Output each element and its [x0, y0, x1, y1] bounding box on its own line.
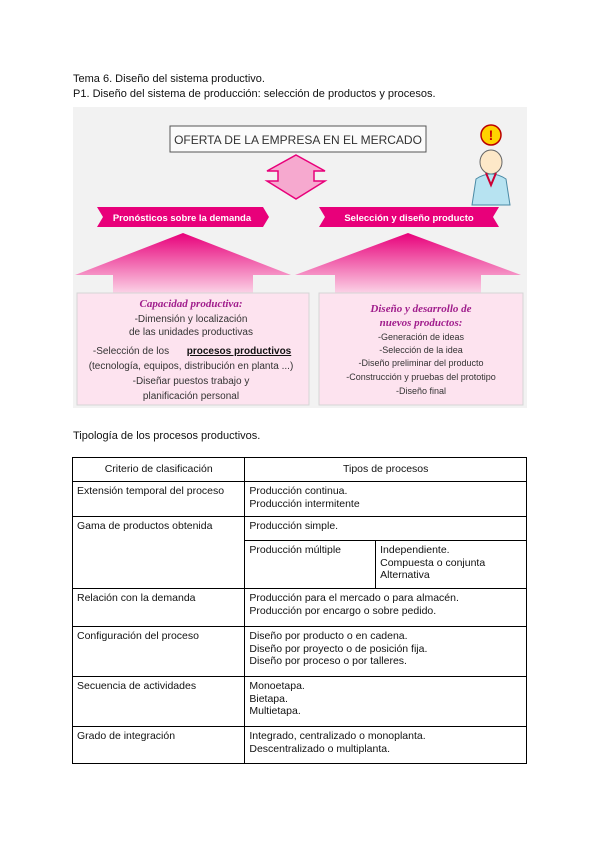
left-box-line-emphasis: procesos productivos: [186, 346, 292, 357]
column-header: Criterio de clasificación: [73, 458, 245, 482]
table-row: [73, 517, 527, 541]
table-header-row: [73, 458, 527, 482]
criterion-cell: Configuración del proceso: [73, 627, 245, 677]
table-row: [73, 727, 527, 764]
types-cell: Monoetapa. Bietapa. Multietapa.: [245, 677, 527, 727]
left-box-line: planificación personal: [142, 391, 240, 402]
table-row: [73, 482, 527, 517]
left-box-line: -Selección de los: [92, 346, 170, 357]
criterion-cell: Grado de integración: [73, 727, 245, 764]
criterion-cell: Gama de productos obtenida: [73, 517, 245, 589]
criterion-cell: Extensión temporal del proceso: [73, 482, 245, 517]
left-banner-label: Pronósticos sobre la demanda: [112, 213, 252, 224]
left-box-line: -Diseñar puestos trabajo y: [132, 376, 250, 387]
process-typology-table: [72, 457, 527, 764]
left-box-heading: Capacidad productiva:: [139, 298, 243, 310]
right-box-line: -Selección de la idea: [379, 345, 463, 355]
types-cell: Producción continua. Producción intermitente: [245, 482, 527, 517]
section-title: Tipología de los procesos productivos.: [73, 430, 261, 442]
right-box-line: -Diseño preliminar del producto: [358, 358, 484, 368]
table-row: [73, 677, 527, 727]
types-cell: Producción múltiple: [245, 541, 376, 589]
left-box-line: de las unidades productivas: [129, 327, 253, 338]
right-banner-label: Selección y diseño producto: [344, 213, 474, 224]
right-box-heading: nuevos productos:: [379, 317, 463, 329]
criterion-cell: Secuencia de actividades: [73, 677, 245, 727]
diagram-title: OFERTA DE LA EMPRESA EN EL MERCADO: [174, 133, 422, 147]
table-row: [73, 589, 527, 627]
right-box-line: -Construcción y pruebas del prototipo: [346, 372, 496, 382]
document-subtitle: P1. Diseño del sistema de producción: selección de productos y procesos.: [73, 88, 436, 100]
subtypes-cell: Independiente. Compuesta o conjunta Alternativa: [376, 541, 527, 589]
left-box-line: -Dimensión y localización: [134, 314, 248, 325]
right-box-line: -Diseño final: [395, 386, 447, 396]
right-box-heading: Diseño y desarrollo de: [370, 303, 472, 315]
table-row: [73, 627, 527, 677]
right-box-line: -Generación de ideas: [377, 332, 465, 342]
types-cell: Integrado, centralizado o monoplanta. Descentralizado o multiplanta.: [245, 727, 527, 764]
market-offer-diagram: [73, 107, 527, 408]
column-header: Tipos de procesos: [245, 458, 527, 482]
left-box-line: (tecnología, equipos, distribución en planta ...): [88, 361, 294, 372]
types-cell: Producción para el mercado o para almacén. Producción por encargo o sobre pedido.: [245, 589, 527, 627]
types-cell: Diseño por producto o en cadena. Diseño por proyecto o de posición fija. Diseño por proceso o por talleres.: [245, 627, 527, 677]
types-cell: Producción simple.: [245, 517, 527, 541]
svg-text:!: !: [488, 127, 494, 143]
document-title: Tema 6. Diseño del sistema productivo.: [73, 73, 265, 85]
criterion-cell: Relación con la demanda: [73, 589, 245, 627]
